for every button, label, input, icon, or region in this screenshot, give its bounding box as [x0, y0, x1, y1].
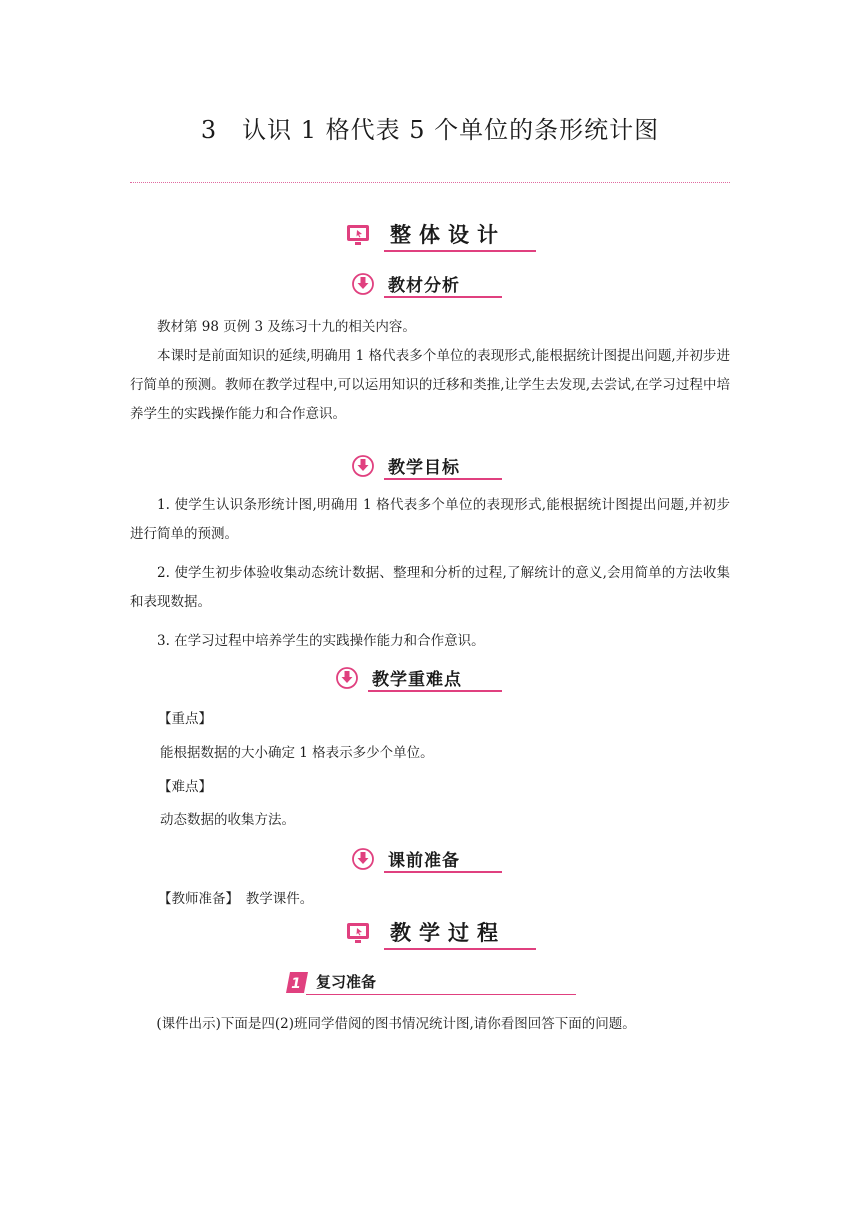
difficulty-label: 【难点】 [158, 779, 212, 795]
section-header-label: 课前准备 [388, 851, 460, 871]
download-arrow-icon [352, 273, 374, 295]
header-underline [384, 948, 536, 950]
step-header-review [286, 971, 576, 997]
section-header-label: 教学重难点 [372, 670, 462, 690]
monitor-icon [346, 223, 370, 247]
analysis-paragraph-1: 教材第 98 页例 3 及练习十九的相关内容。 [157, 319, 416, 335]
key-label: 【重点】 [158, 711, 212, 727]
section-header-goals [348, 453, 502, 481]
prep-text: 【教师准备】 教学课件。 [158, 891, 314, 907]
key-text: 能根据数据的大小确定 1 格表示多少个单位。 [160, 745, 434, 761]
download-arrow-icon [352, 848, 374, 870]
section-header-overall [344, 222, 536, 252]
step-header-label: 复习准备 [316, 973, 377, 991]
download-arrow-icon [352, 455, 374, 477]
section-header-label: 教学过程 [390, 921, 506, 945]
header-underline [384, 871, 502, 873]
download-arrow-icon [336, 667, 358, 689]
step-number-badge [286, 972, 308, 993]
section-header-label: 教学目标 [388, 458, 460, 478]
process-intro: (课件出示)下面是四(2)班同学借阅的图书情况统计图,请你看图回答下面的问题。 [156, 1016, 636, 1032]
title-divider [130, 182, 730, 183]
monitor-icon [346, 921, 370, 945]
goal-item-3: 3. 在学习过程中培养学生的实践操作能力和合作意识。 [157, 633, 485, 649]
header-underline [306, 994, 576, 995]
header-underline [384, 296, 502, 298]
header-underline [368, 690, 502, 692]
section-header-analysis [348, 271, 502, 299]
section-header-prep [348, 846, 502, 874]
step-number: 1 [291, 976, 301, 992]
page-title: 3 认识 1 格代表 5 个单位的条形统计图 [200, 116, 660, 144]
section-header-label: 整体设计 [390, 223, 506, 247]
header-underline [384, 250, 536, 252]
difficulty-text: 动态数据的收集方法。 [160, 812, 295, 828]
goal-item-1: 1. 使学生认识条形统计图,明确用 1 格代表多个单位的表现形式,能根据统计图提出问题,并初步进行简单的预测。 [130, 497, 730, 542]
section-header-process [344, 920, 536, 950]
section-header-label: 教材分析 [388, 276, 460, 296]
section-header-keypoints [332, 665, 502, 693]
header-underline [384, 478, 502, 480]
goal-item-2: 2. 使学生初步体验收集动态统计数据、整理和分析的过程,了解统计的意义,会用简单的方法收集和表现数据。 [130, 565, 730, 610]
analysis-paragraph-2: 本课时是前面知识的延续,明确用 1 格代表多个单位的表现形式,能根据统计图提出问题,并初步进行简单的预测。教师在教学过程中,可以运用知识的迁移和类推,让学生去发现,去尝试,在学习过程中培养学生的实践操作能力和合作意识。 [130, 348, 730, 422]
